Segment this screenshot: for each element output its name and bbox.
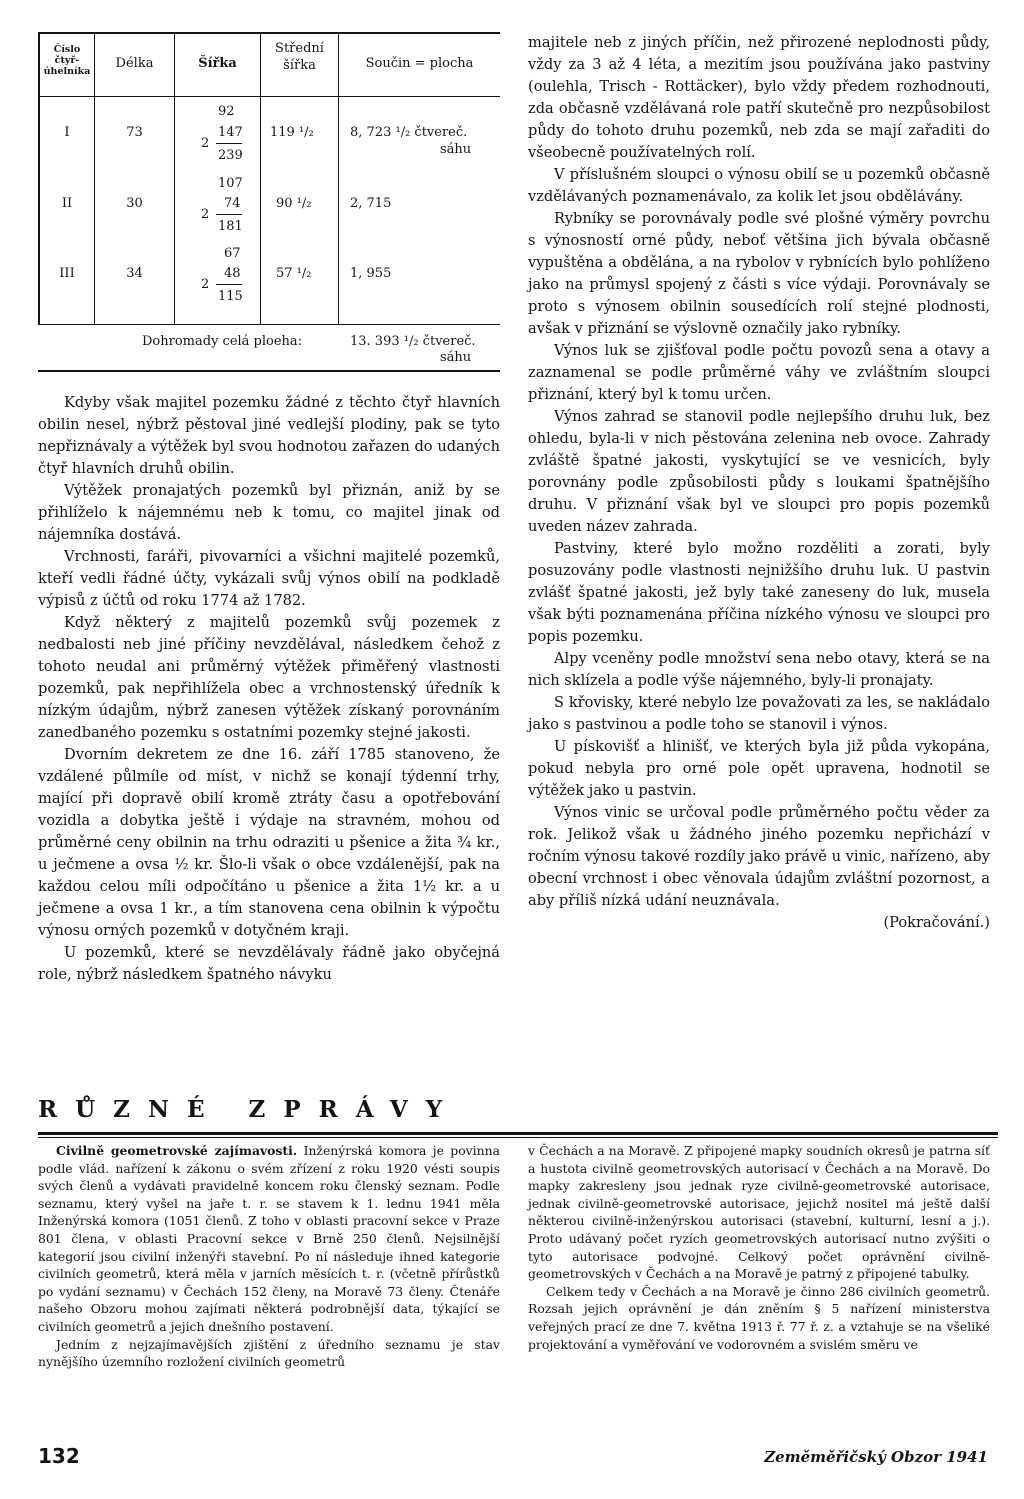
paragraph: majitele neb z jiných příčin, než přirozené neplodnosti půdy, vždy za 3 až 4 léta, a mezitím jsou používána jako pastviny (oulehla, Trisch - Rottäcker), bylo vždy předem rozhodnouti, zda občasně vzdělávaná role patří skutečně pro nezpůsobilost půdy do tohoto druhu pozemků, neb zda se mají zařaditi do všeobecně používatelných rolí. — [528, 34, 990, 161]
paragraph: Kdyby však majitel pozemku žádné z těchto čtyř hlavních obilin nesel, nýbrž pěstoval jiné vedlejší plodiny, pak se tyto nepřiznávaly a výtěžek byl svou hodnotou zařazen do udaných čtyř hlavních druhů obilin. — [38, 394, 500, 477]
news-section-header — [38, 1096, 998, 1124]
row-2-sirka-mid: 74 — [224, 196, 241, 211]
paragraph: Pastviny, které bylo možno rozděliti a zorati, byly posuzovány podle vlastnosti nejnižšího druhu luk. U pastvin zvlášť špatné jakosti, jež byly také zaneseny do luk, musela však býti poznamenána příčina nízkého výnosu ve sloupci pro popis pozemku. — [528, 540, 990, 645]
paragraph: Rybníky se porovnávaly podle své plošné výměry povrchu s výnosností orné půdy, neboť většina jich bývala občasně vypuštěna a obdělána, a na rybolov v rybnících bylo pohlíženo jako na průmysl spojený z části s více výdaji. Porovnávaly se proto s výnosem obilnin sousedících rolí stejné plodnosti, avšak v přiznání se výslovně označily jako rybníky. — [528, 210, 990, 337]
row-1-sirka-top: 92 — [218, 104, 235, 119]
row-1-cislo: I — [64, 125, 70, 140]
header-stredni-sirka: Střední šířka — [275, 41, 324, 73]
header-cislo: Číslo čtyř-úhelníka — [43, 44, 91, 77]
news-column-left — [38, 1142, 500, 1371]
paragraph: Dvorním dekretem ze dne 16. září 1785 stanoveno, že vzdálené půlmíle od míst, v nichž se konají týdenní trhy, mající při dopravě obilí kromě ztráty času a opotřebování vozidla a dobytka ještě i výdaje na stravném, mohou od průměrné ceny obilnin na trhu odraziti u pšenice a žita ¾ kr., u ječmene a ovsa ½ kr. Šlo-li však o obce vzdálenější, pak na každou celou míli odpočítáno u pšenice a žita 1½ kr. a u ječmene a ovsa 1 kr., a tím stanovena cena obilnin k výpočtu výnosu orných pozemků v dotyčném kraji. — [38, 746, 500, 939]
header-soucin: Součin = plocha — [365, 56, 474, 71]
row-2-sirka-bot: 181 — [218, 219, 243, 234]
continued-note: (Pokračování.) — [883, 914, 990, 931]
paragraph: Výtěžek pronajatých pozemků byl přiznán, aniž by se přihlíželo k nájemnému neb k tomu, co majitel jinak od nájemníka dostává. — [38, 482, 500, 543]
paragraph: V příslušném sloupci o výnosu obilí se u pozemků občasně vzdělávaných poznamenávalo, za kolik let jsou obdělávány. — [528, 166, 990, 205]
paragraph: Vrchnosti, faráři, pivovarníci a všichni majitelé pozemků, kteří vedli řádné účty, vykázali svůj výnos obilí na podkladě výpisů z účtů od roku 1774 až 1782. — [38, 548, 500, 609]
row-1-stredni: 119 ¹/₂ — [270, 125, 314, 140]
page-number: 132 — [38, 1444, 80, 1468]
row-3-cislo: III — [59, 266, 75, 281]
row-3-delka: 34 — [126, 266, 143, 281]
news-section-title: RŮZNÉ ZPRÁVY — [38, 1096, 461, 1123]
paragraph: Výnos vinic se určoval podle průměrného počtu věder za rok. Jelikož však u žádného jiného pozemku nepřichází v ročním výnosu takové rozdíly jako právě u vinic, nařízeno, aby obecní vrchnost i obec věnovala údajům zvláštní pozornost, a aby příliš nízká udání neuznávala. — [528, 804, 990, 909]
row-3-sirka-mid: 48 — [224, 266, 241, 281]
header-delka: Délka — [115, 56, 154, 71]
paragraph: U pískovišť a hlinišť, ve kterých byla již půda vykopána, pokud nebyla pro orné pole opět upravena, hodnotil se výtěžek jako u pastvin. — [528, 738, 990, 799]
row-2-stredni: 90 ¹/₂ — [276, 196, 312, 211]
news-text: Inženýrská komora je povinna podle vlád. nařízení k zákonu o svém zřízení z roku 1920 vésti soupis svých členů a vydávati pravidelně koncem roku členský seznam. Podle seznamu, který vyšel na jaře t. r. se stavem k 1. lednu 1941 měla Inženýrská komora (1051 členů. Z toho v oblasti pracovní sekce v Praze 801 člena, v oblasti Pracovní sekce v Brně 250 členů. Nejsilnější kategorií jsou civilní inženýři stavební. Po ní následuje ihned kategorie civilních geometrů, která měla v jarních měsících t. r. (včetně přírůstků po vydání seznamu) v Čechách 152 členy, na Moravě 73 členy. Čtenáře našeho Obzoru mohou zajímati některá podrobnější data, týkající se civilních geometrů a jejich dnešního postavení. — [38, 1143, 500, 1334]
row-2-plocha: 2, 715 — [350, 196, 392, 211]
row-1-sirka-mid: 147 — [218, 125, 243, 140]
row-3-sirka-bot: 115 — [218, 289, 243, 304]
section-rule — [38, 1132, 998, 1135]
total-unit: sáhu — [440, 350, 472, 365]
news-column-right — [528, 1142, 990, 1353]
total-value: 13. 393 ¹/₂ čtvereč. — [350, 334, 476, 349]
row-2-sirka-top: 107 — [218, 176, 243, 191]
row-2-divisor: 2 — [201, 207, 210, 222]
article-column-left — [38, 392, 500, 986]
paragraph: Výnos zahrad se stanovil podle nejlepšího druhu luk, bez ohledu, byla-li v nich pěstována zelenina neb ovoce. Zahrady zvláště špatné jakosti, vyskytující se ve vesnicích, byly porovnány podle způsobilosti půdy s loukami špatnějšího druhu. V přiznání však byl ve sloupci pro popis pozemků uveden název zahrada. — [528, 408, 990, 535]
journal-name: Zeměměřičský Obzor 1941 — [764, 1448, 988, 1466]
paragraph: S křovisky, které nebylo lze považovati za les, se nakládalo jako s pastvinou a podle toho se stanovil i výnos. — [528, 694, 990, 733]
row-2-delka: 30 — [126, 196, 143, 211]
area-table — [38, 32, 500, 372]
row-1-plocha-unit: sáhu — [440, 142, 472, 157]
paragraph: U pozemků, které se nevzdělávaly řádně jako obyčejná role, nýbrž následkem špatného návyku — [38, 944, 500, 983]
news-paragraph: Celkem tedy v Čechách a na Moravě je činno 286 civilních geometrů. Rozsah jejich oprávnění je dán zněním § 5 nařízení ministerstva veřejných prací ze dne 7. května 1913 ř. 77 ř. z. a vztahuje se na všeliké projektování a vyměřování ve vodorovném a svislém směru ve — [528, 1283, 990, 1352]
row-2-cislo: II — [61, 196, 73, 211]
news-paragraph: v Čechách a na Moravě. Z připojené mapky soudních okresů je patrna síť a hustota civilně geometrovských autorisací v Čechách a na Moravě. Do mapky zakresleny jsou jednak ryze civilně-geometrovské autorisace, jednak civilně-geometrovské autorisace, jejichž nositel má ještě další některou civilně-inženýrskou autorisaci (stavební, kulturní, lesní a j.). Proto udávaný počet ryzích geometrovských autorisací nutno zvýšiti o tyto autorisace podvojné. Celkový počet oprávnění civilně-geometrovských v Čechách a na Moravě je patrný z připojené tabulky. — [528, 1143, 990, 1282]
news-paragraph: Jedním z nejzajímavějších zjištění z úředního seznamu je stav nynějšího územního rozložení civilních geometrů — [38, 1336, 500, 1370]
news-subtitle: Civilně geometrovské zajímavosti. — [56, 1143, 298, 1158]
header-sirka: Šířka — [198, 56, 237, 71]
row-1-delka: 73 — [126, 125, 143, 140]
article-column-right — [528, 32, 990, 934]
row-1-divisor: 2 — [201, 136, 210, 151]
row-1-plocha: 8, 723 ¹/₂ čtvereč. — [350, 125, 468, 140]
row-3-divisor: 2 — [201, 277, 210, 292]
total-label: Dohromady celá ploeha: — [142, 334, 303, 349]
row-3-sirka-top: 67 — [224, 246, 241, 261]
row-1-sirka-bot: 239 — [218, 148, 243, 163]
paragraph: Výnos luk se zjišťoval podle počtu povozů sena a otavy a zaznamenal se podle průměrné váhy ve zvláštním sloupci přiznání, který byl k tomu určen. — [528, 342, 990, 403]
row-3-stredni: 57 ¹/₂ — [276, 266, 312, 281]
paragraph: Alpy vceněny podle množství sena nebo otavy, která se na nich sklízela a podle výše nájemného, byly-li pronajaty. — [528, 650, 990, 689]
section-rule-thin — [38, 1137, 998, 1138]
paragraph: Když některý z majitelů pozemků svůj pozemek z nedbalosti neb jiné příčiny nevzdělával, následkem čehož z tohoto neudal ani průměrný výtěžek přiměřený vlastnosti pozemků, pak nepřihlížela obec a vrchnostenský úředník k nízkým údajům, nýbrž zanesen výtěžek získaný porovnáním zanedbaného pozemku s ostatními pozemky stejné jakosti. — [38, 614, 500, 741]
row-3-plocha: 1, 955 — [350, 266, 392, 281]
